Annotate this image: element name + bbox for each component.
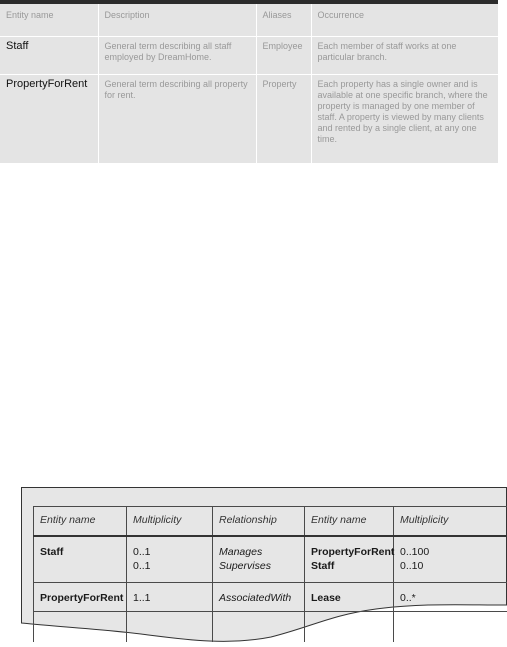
entity-name: PropertyForRent [34,583,127,612]
entity-occurrence: Each member of staff works at one particular branch. [311,37,498,75]
entity-name: Staff [34,536,127,583]
table-row [34,536,507,583]
target-entity-name: Lease [305,583,394,612]
table-row [0,37,498,75]
multiplicity-value: 1..1 [127,583,213,612]
empty-cell [213,612,305,643]
relationship-name: Manages [219,546,263,558]
header-target-multiplicity: Multiplicity [394,507,507,537]
relationship-table-header [34,507,507,537]
empty-cell [394,612,507,643]
header-entity-name: Entity name [34,507,127,537]
entity-aliases: Employee [256,37,311,75]
relationship-table-card [21,487,507,647]
header-description: Description [98,4,256,37]
table-row-empty [34,612,507,643]
multiplicity-value: 0..1 [133,560,151,572]
empty-cell [305,612,394,643]
header-multiplicity: Multiplicity [127,507,213,537]
target-multiplicity-value: 0..10 [400,560,424,572]
relationship-table [33,506,507,642]
entity-occurrence: Each property has a single owner and is available at one specific branch, where the property is managed by one member of staff. A property is viewed by many clients and rented by a single client, at any one time. [317,79,488,144]
header-occurrence: Occurrence [311,4,498,37]
header-entity-name: Entity name [0,4,98,37]
multiplicity-cell [127,536,213,583]
empty-cell [34,612,127,643]
target-multiplicity-cell [394,536,507,583]
table-row [34,583,507,612]
header-relationship: Relationship [213,507,305,537]
header-target-entity-name: Entity name [305,507,394,537]
table-row [0,75,498,164]
entity-description: General term describing all property for rent. [98,75,256,164]
entity-name: Staff [0,37,98,75]
target-multiplicity-value: 0..100 [400,546,430,558]
target-entity-cell [305,536,394,583]
empty-cell [127,612,213,643]
header-aliases: Aliases [256,4,311,37]
entity-description: General term describing all staff employed by DreamHome. [98,37,256,75]
relationship-name: AssociatedWith [213,583,305,612]
multiplicity-value: 0..1 [133,546,151,558]
target-multiplicity-value: 0..* [394,583,507,612]
relationship-cell [213,536,305,583]
target-entity-name: Staff [311,560,335,572]
entity-description-table [0,0,498,163]
relationship-name: Supervises [219,560,271,572]
entity-name [0,75,98,164]
entity-table-header [0,4,498,37]
target-entity-name: PropertyForRent [311,546,395,558]
entity-aliases: Property [256,75,311,164]
entity-name-text: PropertyForRent [6,78,88,90]
